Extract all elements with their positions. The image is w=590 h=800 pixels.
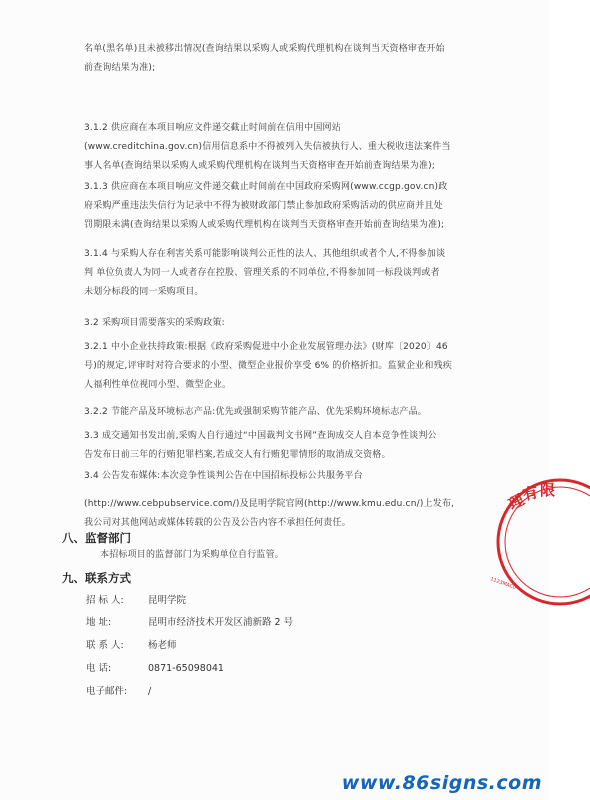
text-line: 3.4 公告发布媒体:本次竞争性谈判公告在中国招标投标公共服务平台	[84, 471, 363, 481]
paragraph-3-3	[84, 427, 498, 465]
paragraph-3-1-2	[84, 119, 498, 176]
section-heading-contact: 九、联系方式	[62, 571, 131, 585]
text-line: (http://www.cebpubservice.com/)及昆明学院官网(http://www.kmu.edu.cn/)上发布,	[84, 499, 455, 509]
contact-row-person	[86, 637, 177, 651]
text-line: 号)的规定,评审时对符合要求的小型、微型企业报价享受 6% 的价格折扣。监狱企业和残疾	[84, 361, 452, 371]
text-line: 事人名单(查询结果以采购人或采购代理机构在谈判当天资格审查开始前查询结果为准);	[84, 161, 436, 171]
paragraph-supervision	[100, 546, 498, 565]
contact-label: 地 址:	[86, 617, 112, 628]
contact-row-tenderer	[86, 592, 186, 606]
paragraph-blacklist-cont	[84, 40, 498, 78]
contact-value: 昆明学院	[148, 595, 187, 606]
contact-value: 杨老师	[148, 640, 177, 651]
text-line: 3.2.1 中小企业扶持政策:根据《政府采购促进中小企业发展管理办法》(财库〔2020〕46	[84, 342, 448, 352]
text-line: 人福利性单位视同小型、微型企业。	[84, 380, 232, 390]
contact-value: 昆明市经济技术开发区浦新路 2 号	[148, 617, 294, 628]
paragraph-3-2-2	[84, 403, 498, 422]
contact-label: 电子邮件:	[86, 686, 128, 697]
contact-label: 招 标 人:	[86, 595, 124, 606]
text-line: 3.1.2 供应商在本项目响应文件递交截止时间前在信用中国网站	[84, 123, 341, 133]
text-line: 3.2.2 节能产品及环境标志产品:优先或强制采购节能产品、优先采购环境标志产品。	[84, 407, 427, 417]
site-watermark: www.86signs.com	[341, 772, 542, 794]
text-line: 3.1.4 与采购人存在利害关系可能影响谈判公正性的法人、其他组织或者个人,不得参加谈	[84, 249, 446, 259]
text-line: 府采购严重违法失信行为记录中不得为被财政部门禁止参加政府采购活动的供应商并且处	[84, 201, 443, 211]
paragraph-3-4	[84, 467, 498, 533]
paragraph-3-1-4	[84, 245, 498, 302]
text-line: 3.3 成交通知书发出前,采购人自行通过“中国裁判文书网”查询成交人自本竞争性谈判公	[84, 431, 437, 441]
text-line: 未划分标段的同一采购项目。	[84, 287, 204, 297]
paragraph-3-1-3	[84, 178, 498, 235]
text-line: 名单(黑名单)且未被移出情况(查询结果以采购人或采购代理机构在谈判当天资格审查开始	[84, 44, 445, 54]
text-line: (www.creditchina.gov.cn)信用信息系中不得被列入失信被执行人、重大税收违法案件当	[84, 142, 451, 152]
text-line: 本招标项目的监督部门为采购单位自行监管。	[100, 550, 285, 560]
text-line: 判 单位负责人为同一人或者存在控股、管理关系的不同单位,不得参加同一标段谈判或者	[84, 268, 440, 278]
contact-value: 0871-65098041	[148, 663, 224, 674]
svg-text:限: 限	[540, 481, 556, 499]
text-line: 3.2 采购项目需要落实的采购政策:	[84, 318, 225, 328]
svg-text:有: 有	[521, 483, 540, 504]
text-line: 3.1.3 供应商在本项目响应文件递交截止时间前在中国政府采购网(www.ccgp.gov.cn)政	[84, 182, 448, 192]
contact-label: 电 话:	[86, 663, 112, 674]
paragraph-3-2	[84, 314, 498, 333]
contact-row-address	[86, 614, 293, 628]
section-heading-supervision: 八、监督部门	[62, 531, 131, 545]
contact-value: /	[148, 686, 152, 697]
contact-row-phone	[86, 660, 224, 674]
svg-text:1123MAC0: 1123MAC0	[489, 576, 517, 592]
contact-row-email	[86, 683, 151, 697]
text-line: 我公司对其他网站或媒体转载的公告及公告内容不承担任何责任。	[84, 518, 351, 528]
company-seal	[480, 470, 556, 620]
contact-label: 联 系 人:	[86, 640, 124, 651]
text-line: 前查询结果为准);	[84, 63, 156, 73]
paragraph-3-2-1	[84, 338, 498, 395]
svg-text:理: 理	[505, 490, 528, 514]
text-line: 告发布日前三年的行贿犯罪档案,若成交人有行贿犯罪情形的取消成交资格。	[84, 450, 391, 460]
text-line: 罚期限未满(查询结果以采购人或采购代理机构在谈判当天资格审查开始前查询结果为准);	[84, 220, 445, 230]
